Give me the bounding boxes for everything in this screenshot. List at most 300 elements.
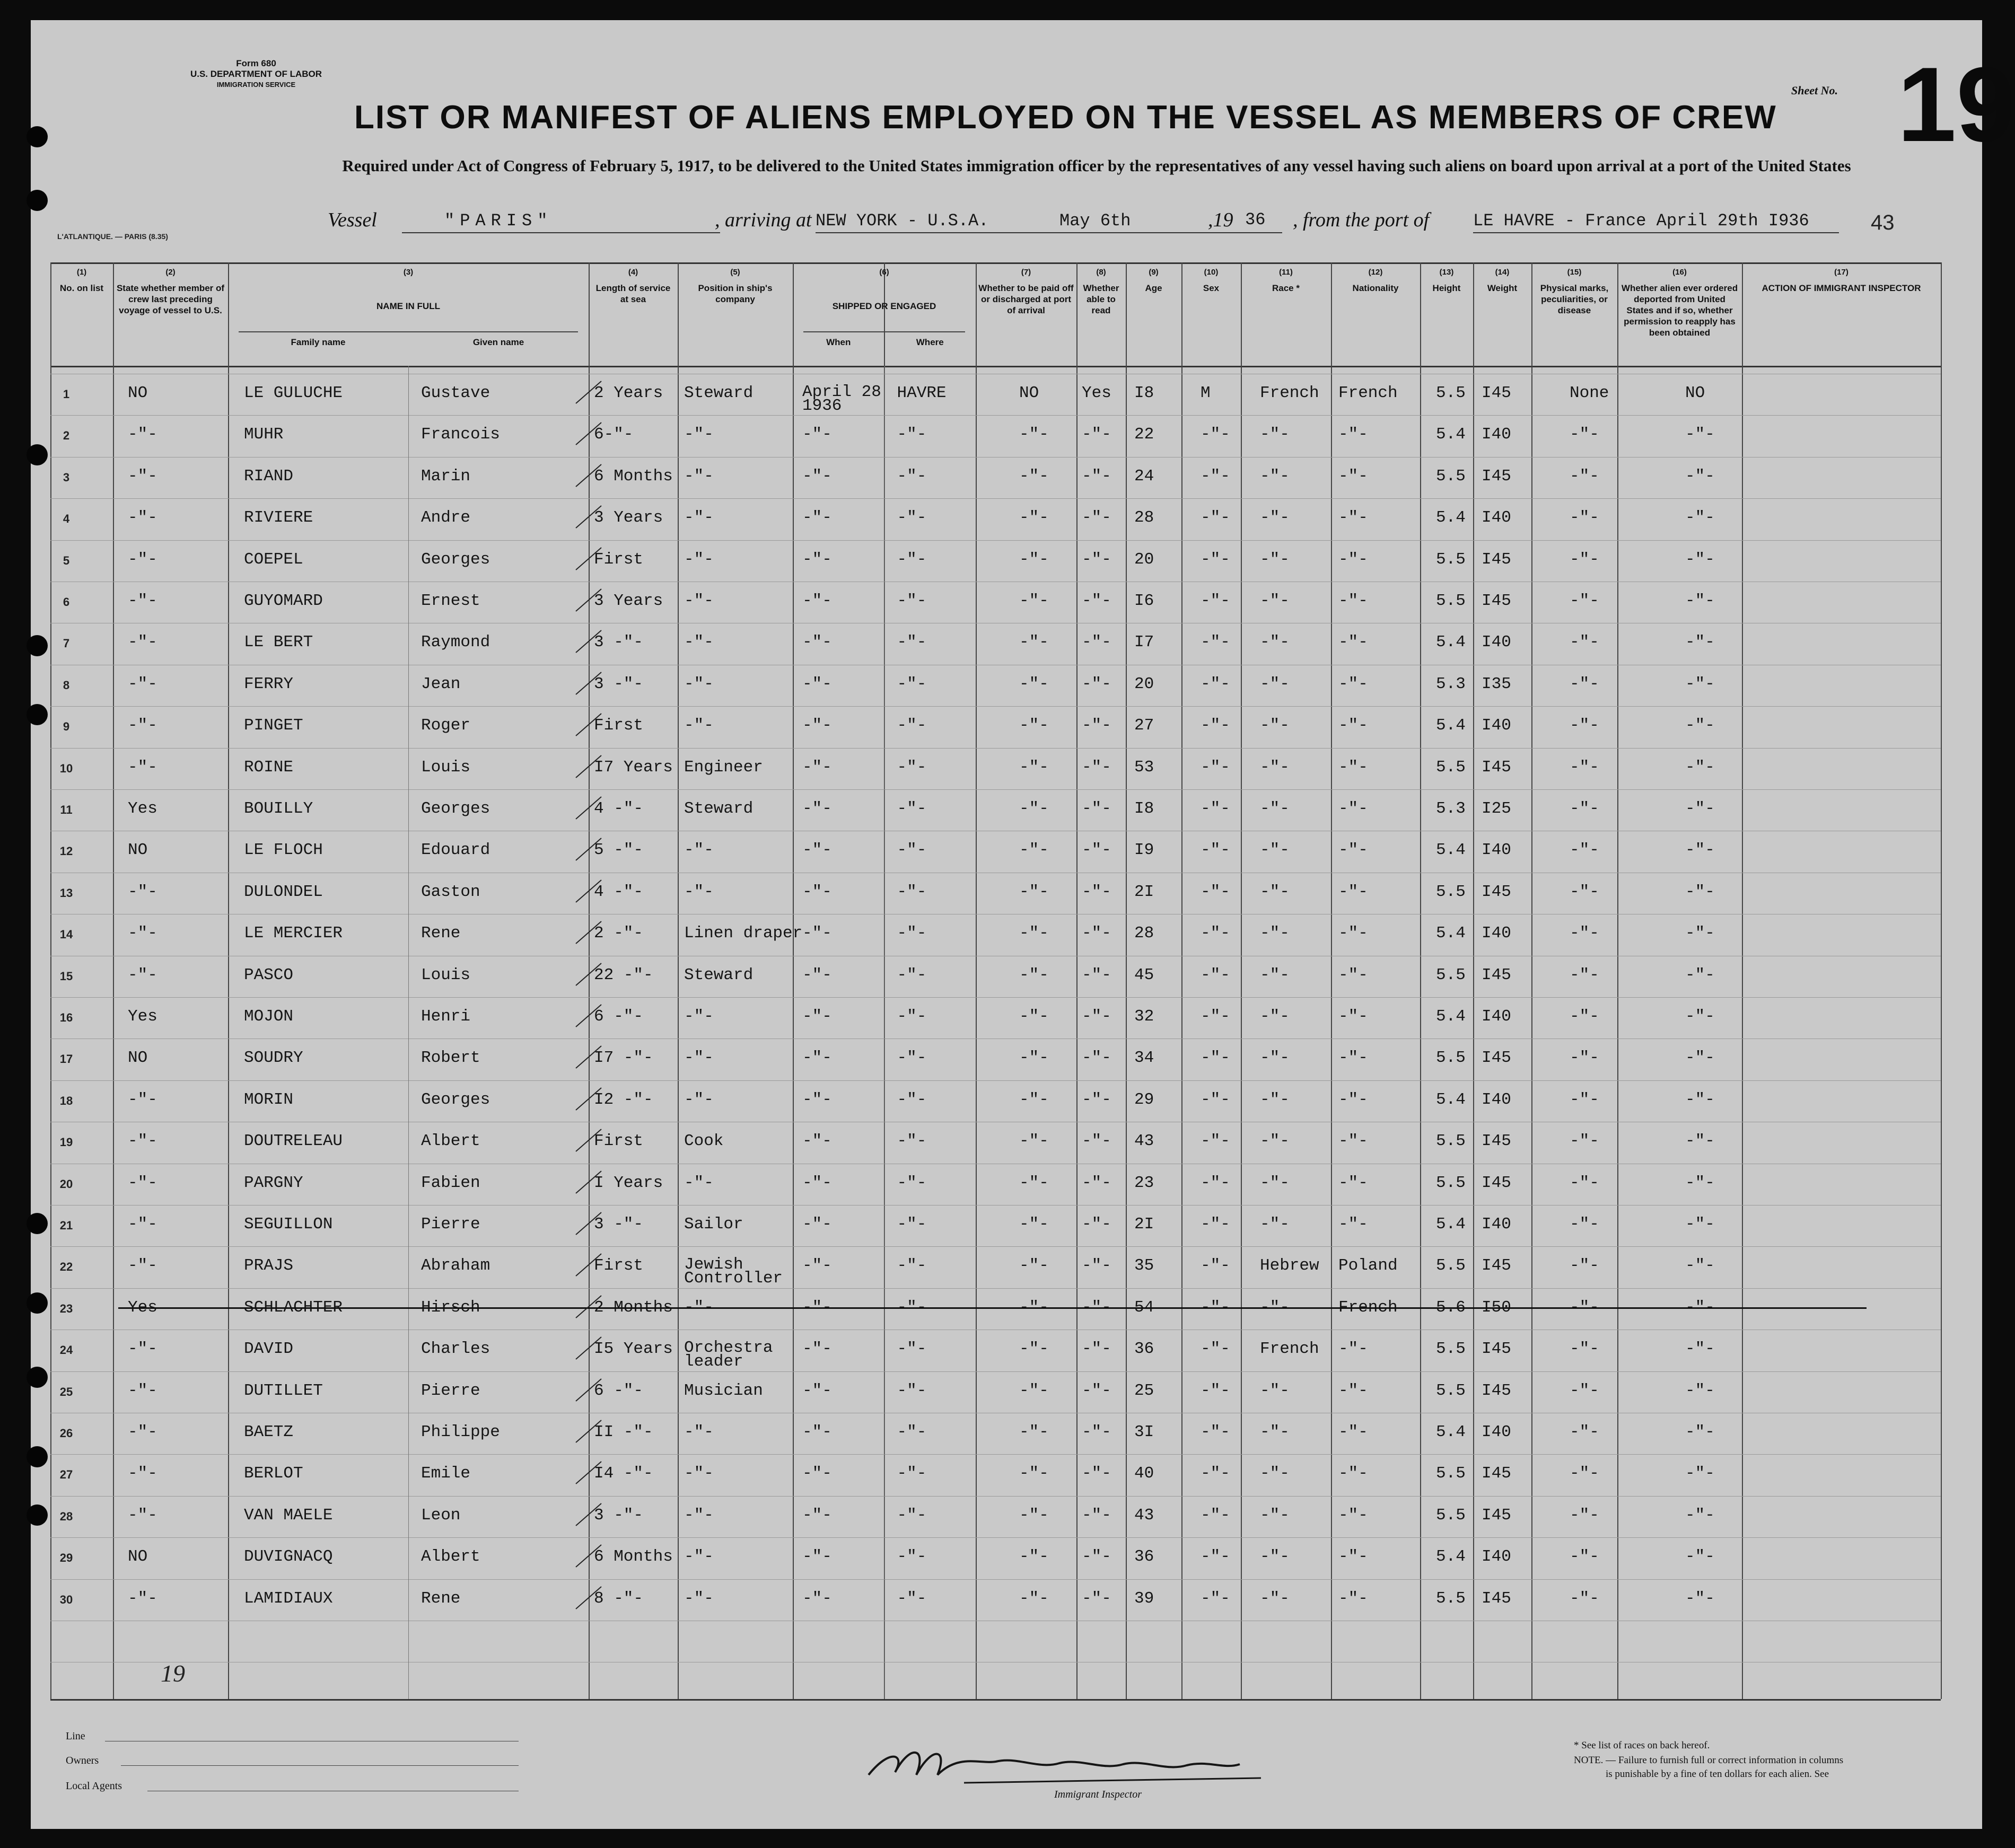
- row-weight: I45: [1482, 882, 1511, 901]
- column-rule: [1742, 262, 1743, 1699]
- row-age: 27: [1134, 716, 1154, 735]
- row-given: Abraham: [421, 1256, 490, 1275]
- check-mark: [573, 794, 604, 825]
- check-mark: [573, 710, 604, 742]
- row-paid: -"-: [1019, 965, 1049, 984]
- row-service: 6 -"-: [594, 1007, 644, 1026]
- row-deported: -"-: [1685, 1423, 1715, 1441]
- row-family: LE GULUCHE: [244, 384, 343, 402]
- row-where: -"-: [897, 508, 927, 527]
- row-when: -"-: [802, 716, 832, 735]
- row-prev: NO: [128, 841, 148, 860]
- row-number: 15: [59, 969, 73, 983]
- row-given: Jean: [421, 674, 461, 693]
- column-rule: [1420, 262, 1421, 1699]
- row-family: DAVID: [244, 1340, 294, 1359]
- row-given: Georges: [421, 550, 490, 569]
- row-nationality: -"-: [1338, 467, 1368, 486]
- row-family: COEPEL: [244, 550, 303, 569]
- row-prev: -"-: [128, 1173, 157, 1192]
- row-nationality: -"-: [1338, 965, 1368, 984]
- row-paid: -"-: [1019, 716, 1049, 735]
- row-race: -"-: [1260, 425, 1290, 444]
- row-family: LE FLOCH: [244, 841, 323, 860]
- row-weight: I45: [1482, 758, 1511, 777]
- row-where: -"-: [897, 550, 927, 569]
- row-prev: -"-: [128, 633, 157, 652]
- row-family: PRAJS: [244, 1256, 294, 1275]
- row-when: -"-: [802, 924, 832, 943]
- row-where: HAVRE: [897, 384, 947, 402]
- check-mark: [573, 1085, 604, 1116]
- row-rule: [50, 1537, 1941, 1538]
- row-rule: [50, 1496, 1941, 1497]
- row-given: Raymond: [421, 633, 490, 652]
- row-prev: -"-: [128, 924, 157, 943]
- row-service: I Years: [594, 1173, 663, 1192]
- row-age: 2I: [1134, 1215, 1154, 1234]
- column-3-number: (3): [403, 268, 414, 277]
- row-sex: -"-: [1201, 965, 1230, 984]
- row-race: -"-: [1260, 467, 1290, 486]
- row-position: -"-: [684, 467, 714, 486]
- row-read: -"-: [1082, 1298, 1111, 1317]
- departure-port: LE HAVRE - France April 29th I936: [1473, 211, 1809, 231]
- row-where: -"-: [897, 841, 927, 860]
- row-race: -"-: [1260, 1547, 1290, 1567]
- row-nationality: -"-: [1338, 550, 1368, 569]
- row-nationality: -"-: [1338, 841, 1368, 860]
- row-deported: -"-: [1685, 1381, 1715, 1400]
- form-department: U.S. DEPARTMENT OF LABOR: [190, 69, 322, 79]
- row-sex: -"-: [1201, 425, 1230, 444]
- row-height: 5.5: [1436, 882, 1466, 901]
- row-height: 5.4: [1436, 508, 1466, 527]
- row-paid: -"-: [1019, 1007, 1049, 1026]
- column-16-label: Whether alien ever ordered deported from United States and if so, whether permission to reapply has been obtained: [1621, 283, 1738, 338]
- row-age: 54: [1134, 1298, 1154, 1317]
- column-8-label: Whether able to read: [1083, 283, 1119, 315]
- row-prev: -"-: [128, 508, 157, 527]
- row-weight: I45: [1482, 1173, 1511, 1192]
- row-race: -"-: [1260, 1298, 1290, 1317]
- check-mark: [573, 419, 604, 451]
- row-family: LAMIDIAUX: [244, 1589, 333, 1608]
- row-paid: -"-: [1019, 1298, 1049, 1317]
- column-1-number: (1): [76, 268, 87, 277]
- row-race: -"-: [1260, 1589, 1290, 1608]
- row-paid: -"-: [1019, 1049, 1049, 1068]
- row-paid: -"-: [1019, 674, 1049, 693]
- row-where: -"-: [897, 1173, 927, 1192]
- row-when: -"-: [802, 1423, 832, 1441]
- row-height: 5.5: [1436, 1381, 1466, 1400]
- footer-owners-rule: [121, 1765, 519, 1766]
- row-number: 11: [60, 803, 73, 816]
- row-weight: I40: [1482, 716, 1511, 735]
- year-prefix: ,19: [1208, 209, 1233, 231]
- row-sex: -"-: [1201, 1381, 1230, 1400]
- row-paid: -"-: [1019, 758, 1049, 777]
- row-given: Andre: [421, 508, 471, 527]
- footer-agents-label: Local Agents: [66, 1780, 122, 1792]
- row-age: I6: [1134, 592, 1154, 610]
- row-family: BAETZ: [244, 1423, 294, 1441]
- row-read: -"-: [1082, 633, 1111, 652]
- row-weight: I50: [1482, 1298, 1511, 1317]
- printer-mark: L'ATLANTIQUE. — PARIS (8.35): [57, 232, 168, 241]
- form-number: Form 680: [236, 58, 276, 68]
- column-rule: [1941, 262, 1942, 1699]
- row-rule: [50, 415, 1941, 416]
- row-marks: -"-: [1570, 799, 1599, 818]
- row-marks: -"-: [1570, 1589, 1599, 1608]
- row-paid: -"-: [1019, 1132, 1049, 1151]
- column-rule: [1531, 262, 1532, 1699]
- row-rule: [50, 540, 1941, 541]
- note-label: NOTE.: [1574, 1755, 1604, 1766]
- row-service: 2 Years: [594, 384, 663, 402]
- row-age: 2I: [1134, 882, 1154, 901]
- row-marks: -"-: [1570, 1381, 1599, 1400]
- row-marks: -"-: [1570, 758, 1599, 777]
- row-rule: [50, 997, 1941, 998]
- row-height: 5.5: [1436, 1340, 1466, 1359]
- row-height: 5.4: [1436, 1547, 1466, 1567]
- row-paid: -"-: [1019, 841, 1049, 860]
- row-when: -"-: [802, 1547, 832, 1567]
- row-position: Steward: [684, 799, 754, 818]
- row-age: I9: [1134, 841, 1154, 860]
- row-prev: -"-: [128, 882, 157, 901]
- check-mark: [573, 918, 604, 950]
- punch-hole: [27, 635, 48, 656]
- row-position: -"-: [684, 1173, 714, 1192]
- check-mark: [573, 1168, 604, 1200]
- row-marks: -"-: [1570, 1049, 1599, 1068]
- row-age: 43: [1134, 1132, 1154, 1151]
- row-family: VAN MAELE: [244, 1506, 333, 1525]
- row-service: 3 Years: [594, 508, 663, 527]
- row-service: 2 Months: [594, 1298, 673, 1317]
- punch-hole: [27, 1213, 48, 1234]
- row-sex: -"-: [1201, 716, 1230, 735]
- row-age: I7: [1134, 633, 1154, 652]
- punch-hole: [27, 704, 48, 725]
- row-deported: -"-: [1685, 1506, 1715, 1525]
- row-given: Ernest: [421, 592, 480, 610]
- row-position: -"-: [684, 1007, 714, 1026]
- row-age: 35: [1134, 1256, 1154, 1275]
- row-height: 5.4: [1436, 716, 1466, 735]
- row-height: 5.5: [1436, 1132, 1466, 1151]
- arrival-date: May 6th: [1059, 211, 1131, 231]
- row-height: 5.4: [1436, 425, 1466, 444]
- row-prev: -"-: [128, 965, 157, 984]
- row-prev: -"-: [128, 758, 157, 777]
- row-nationality: -"-: [1338, 1506, 1368, 1525]
- row-service: 3 -"-: [594, 1506, 644, 1525]
- row-where: -"-: [897, 1007, 927, 1026]
- column-17-number: (17): [1834, 268, 1848, 277]
- check-mark: [573, 544, 604, 576]
- row-sex: -"-: [1201, 1589, 1230, 1608]
- row-where: -"-: [897, 758, 927, 777]
- row-family: RIAND: [244, 467, 294, 486]
- row-number: 8: [63, 678, 70, 692]
- vessel-name: "PARIS": [444, 211, 553, 231]
- row-deported: -"-: [1685, 592, 1715, 610]
- row-position: Sailor: [684, 1215, 743, 1234]
- row-where: -"-: [897, 1215, 927, 1234]
- punch-hole: [27, 126, 48, 147]
- row-deported: -"-: [1685, 965, 1715, 984]
- row-age: 22: [1134, 425, 1154, 444]
- row-where: -"-: [897, 674, 927, 693]
- row-family: FERRY: [244, 674, 294, 693]
- row-age: 34: [1134, 1049, 1154, 1068]
- row-position: -"-: [684, 508, 714, 527]
- column-8-number: (8): [1096, 268, 1106, 277]
- row-deported: -"-: [1685, 1256, 1715, 1275]
- row-where: -"-: [897, 716, 927, 735]
- row-family: DULONDEL: [244, 882, 323, 901]
- punch-hole: [27, 1367, 48, 1388]
- row-number: 10: [59, 761, 73, 775]
- row-sex: -"-: [1201, 758, 1230, 777]
- row-prev: -"-: [128, 1090, 157, 1109]
- row-sex: -"-: [1201, 1464, 1230, 1483]
- row-weight: I45: [1482, 1464, 1511, 1483]
- manifest-sheet: [31, 20, 2015, 1829]
- row-service: First: [594, 1132, 644, 1151]
- row-service: I7 -"-: [594, 1049, 653, 1068]
- row-prev: NO: [128, 1547, 148, 1567]
- row-sex: -"-: [1201, 1007, 1230, 1026]
- row-sex: -"-: [1201, 1423, 1230, 1441]
- row-prev: -"-: [128, 1256, 157, 1275]
- row-read: -"-: [1082, 508, 1111, 527]
- column-3-sub1: Family name: [291, 337, 346, 347]
- row-position: -"-: [684, 633, 714, 652]
- row-deported: -"-: [1685, 1464, 1715, 1483]
- row-given: Henri: [421, 1007, 471, 1026]
- row-deported: -"-: [1685, 633, 1715, 652]
- row-number: 17: [59, 1052, 73, 1066]
- row-family: MORIN: [244, 1090, 294, 1109]
- row-deported: -"-: [1685, 1173, 1715, 1192]
- row-when: -"-: [802, 1173, 832, 1192]
- note-line-1: [1574, 1755, 1843, 1766]
- row-when: -"-: [802, 1589, 832, 1608]
- row-when: -"-: [802, 592, 832, 610]
- row-given: Pierre: [421, 1381, 480, 1400]
- row-paid: -"-: [1019, 1506, 1049, 1525]
- row-height: 5.5: [1436, 592, 1466, 610]
- row-sex: -"-: [1201, 1506, 1230, 1525]
- row-prev: -"-: [128, 550, 157, 569]
- row-race: -"-: [1260, 633, 1290, 652]
- row-read: -"-: [1082, 1547, 1111, 1567]
- row-when: -"-: [802, 633, 832, 652]
- row-race: -"-: [1260, 674, 1290, 693]
- row-sex: -"-: [1201, 467, 1230, 486]
- row-weight: I40: [1482, 924, 1511, 943]
- row-read: -"-: [1082, 1423, 1111, 1441]
- row-sex: -"-: [1201, 1173, 1230, 1192]
- row-prev: -"-: [128, 425, 157, 444]
- row-height: 5.5: [1436, 1589, 1466, 1608]
- row-when: -"-: [802, 1464, 832, 1483]
- row-position: -"-: [684, 1589, 714, 1608]
- row-where: -"-: [897, 1506, 927, 1525]
- row-sex: -"-: [1201, 508, 1230, 527]
- row-height: 5.5: [1436, 467, 1466, 486]
- row-given: Rene: [421, 1589, 461, 1608]
- row-height: 5.4: [1436, 1215, 1466, 1234]
- row-prev: NO: [128, 1049, 148, 1068]
- row-race: -"-: [1260, 550, 1290, 569]
- row-age: 43: [1134, 1506, 1154, 1525]
- row-paid: -"-: [1019, 1589, 1049, 1608]
- row-height: 5.5: [1436, 1173, 1466, 1192]
- row-given: Louis: [421, 965, 471, 984]
- row-race: -"-: [1260, 1423, 1290, 1441]
- punch-hole: [27, 1292, 48, 1314]
- row-deported: NO: [1685, 384, 1705, 402]
- row-when: -"-: [802, 674, 832, 693]
- row-sex: -"-: [1201, 1090, 1230, 1109]
- column-3-label: NAME IN FULL: [376, 301, 440, 311]
- row-read: -"-: [1082, 1464, 1111, 1483]
- check-mark: [573, 669, 604, 701]
- row-marks: -"-: [1570, 674, 1599, 693]
- table-bottom-rule: [50, 1699, 1941, 1701]
- row-when: -"-: [802, 1215, 832, 1234]
- row-age: 36: [1134, 1340, 1154, 1359]
- row-nationality: -"-: [1338, 1007, 1368, 1026]
- check-mark: [573, 1334, 604, 1366]
- row-service: I5 Years: [594, 1340, 673, 1359]
- inspector-label: Immigrant Inspector: [1054, 1789, 1142, 1800]
- row-race: -"-: [1260, 882, 1290, 901]
- row-number: 27: [59, 1468, 73, 1482]
- column-11-label: Race *: [1272, 283, 1300, 293]
- row-weight: I40: [1482, 633, 1511, 652]
- row-service: 2 -"-: [594, 924, 644, 943]
- check-mark: [573, 1126, 604, 1158]
- row-position: Musician: [684, 1381, 763, 1400]
- row-marks: -"-: [1570, 550, 1599, 569]
- column-6-subrule: [803, 331, 965, 332]
- manifest-table: [31, 20, 2015, 1829]
- row-where: -"-: [897, 799, 927, 818]
- form-service: IMMIGRATION SERVICE: [216, 81, 296, 89]
- row-weight: I40: [1482, 425, 1511, 444]
- row-prev: Yes: [128, 799, 157, 818]
- row-family: ROINE: [244, 758, 294, 777]
- row-number: 13: [59, 886, 73, 900]
- column-2-number: (2): [165, 268, 176, 277]
- row-nationality: French: [1338, 384, 1398, 402]
- row-nationality: -"-: [1338, 1589, 1368, 1608]
- row-service: 22 -"-: [594, 965, 653, 984]
- footer-line-label: Line: [66, 1730, 85, 1742]
- row-number: 12: [59, 844, 73, 858]
- row-family: DUVIGNACQ: [244, 1547, 333, 1567]
- check-mark: [573, 1500, 604, 1532]
- row-nationality: -"-: [1338, 1049, 1368, 1068]
- row-family: LE BERT: [244, 633, 313, 652]
- row-given: Emile: [421, 1464, 471, 1483]
- row-position: -"-: [684, 425, 714, 444]
- row-paid: -"-: [1019, 425, 1049, 444]
- row-deported: -"-: [1685, 1298, 1715, 1317]
- row-rule: [50, 748, 1941, 749]
- check-mark: [573, 1251, 604, 1282]
- row-prev: -"-: [128, 1132, 157, 1151]
- row-read: -"-: [1082, 1340, 1111, 1359]
- check-mark: [573, 752, 604, 784]
- column-10-number: (10): [1204, 268, 1219, 277]
- row-sex: -"-: [1201, 1215, 1230, 1234]
- row-read: Yes: [1082, 384, 1111, 402]
- row-read: -"-: [1082, 1256, 1111, 1275]
- row-height: 5.5: [1436, 1049, 1466, 1068]
- row-marks: -"-: [1570, 1132, 1599, 1151]
- row-read: -"-: [1082, 550, 1111, 569]
- row-nationality: -"-: [1338, 799, 1368, 818]
- row-family: MOJON: [244, 1007, 294, 1026]
- row-age: 24: [1134, 467, 1154, 486]
- row-service: 4 -"-: [594, 882, 644, 901]
- row-weight: I45: [1482, 467, 1511, 486]
- row-rule: [50, 1080, 1941, 1081]
- row-position: -"-: [684, 674, 714, 693]
- row-weight: I45: [1482, 1506, 1511, 1525]
- row-number: 16: [59, 1011, 73, 1024]
- row-age: I8: [1134, 799, 1154, 818]
- row-weight: I45: [1482, 1340, 1511, 1359]
- row-marks: None: [1570, 384, 1609, 402]
- row-read: -"-: [1082, 1589, 1111, 1608]
- row-when: -"-: [802, 550, 832, 569]
- row-nationality: -"-: [1338, 1340, 1368, 1359]
- row-service: 5 -"-: [594, 841, 644, 860]
- row-given: Francois: [421, 425, 500, 444]
- row-given: Gustave: [421, 384, 490, 402]
- row-nationality: -"-: [1338, 674, 1368, 693]
- row-given: Philippe: [421, 1423, 500, 1441]
- row-marks: -"-: [1570, 1547, 1599, 1567]
- row-sex: -"-: [1201, 841, 1230, 860]
- row-height: 5.4: [1436, 633, 1466, 652]
- row-race: -"-: [1260, 1215, 1290, 1234]
- row-sex: -"-: [1201, 924, 1230, 943]
- row-family: SOUDRY: [244, 1049, 303, 1068]
- arrival-year: 36: [1245, 210, 1266, 230]
- row-given: Robert: [421, 1049, 480, 1068]
- sheet-number: 19: [1897, 46, 2015, 164]
- row-marks: -"-: [1570, 633, 1599, 652]
- row-height: 5.5: [1436, 1464, 1466, 1483]
- column-16-number: (16): [1672, 268, 1687, 277]
- row-read: -"-: [1082, 1215, 1111, 1234]
- note-text-2: is punishable by a fine of ten dollars for each alien. See: [1606, 1768, 1829, 1780]
- row-marks: -"-: [1570, 592, 1599, 610]
- check-mark: [573, 1209, 604, 1241]
- row-paid: -"-: [1019, 1215, 1049, 1234]
